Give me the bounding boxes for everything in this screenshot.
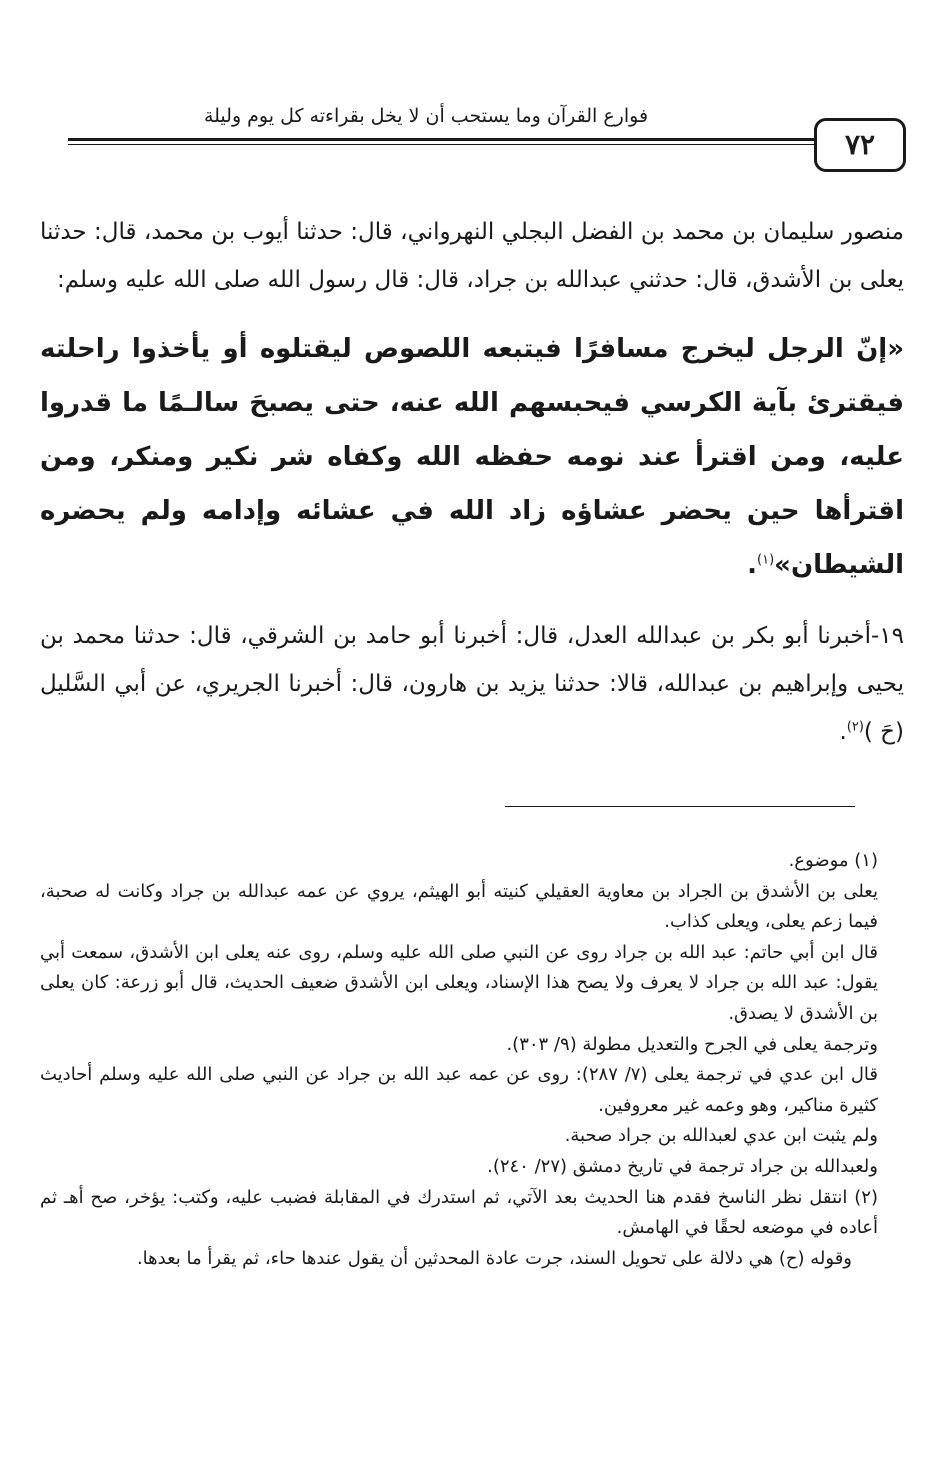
isnad-paragraph: منصور سليمان بن محمد بن الفضل البجلي النهرواني، قال: حدثنا أيوب بن محمد، قال: حدثنا يعلى بن الأشدق، قال: حدثني عبدالله بن جراد، قال: قال رسول الله صلى الله عليه وسلم: [40,219,904,293]
footnote-ref-2[interactable]: (٢) [846,719,864,735]
footnote-ref-1[interactable]: (١) [757,552,775,568]
footnote-2-line: (٢) انتقل نظر الناسخ فقدم هنا الحديث بعد الآتي، ثم استدرك في المقابلة فضبب عليه، وكتب: يؤخر، صح أهـ ثم أعاده في موضعه لحقًا في الهامش. [40,1186,878,1239]
footnote-1-line: ولعبدالله بن جراد ترجمة في تاريخ دمشق (٢٧/ ٢٤٠). [487,1155,878,1177]
header-rule-thick [68,138,818,141]
footnote-1-line: يعلى بن الأشدق بن الجراد بن معاوية العقيلي كنيته أبو الهيثم، يروي عن عمه عبدالله بن جراد وكانت له صحبة، فيما زعم يعلى، ويعلى كذاب. [40,880,878,933]
hadith-text: «إنّ الرجل ليخرج مسافرًا فيتبعه اللصوص ليقتلوه أو يأخذوا راحلته فيقترئ بآية الكرسي فيحبسهم الله عنه، حتى يصبحَ سالـمًا ما قدروا عليه، ومن اقترأ عند نومه حفظه الله وكفاه شر نكير ومنكر، ومن اقترأها حين يحضر عشاؤه زاد الله في عشائه وإدامه ولم يحضره الشيطان» [40,334,904,580]
footnote-1-line: قال ابن عدي في ترجمة يعلى (٧/ ٢٨٧): روى عن عمه عبد الله بن جراد عن النبي صلى الله عليه وسلم أحاديث كثيرة مناكير، وهو وعمه غير معروفين. [40,1064,878,1116]
running-title: فوارع القرآن وما يستحب أن لا يخل بقراءته كل يوم وليلة [203,105,649,127]
footnote-1-line: وترجمة يعلى في الجرح والتعديل مطولة (٩/ ٣٠٣). [506,1033,878,1055]
narration-19-end: . [839,719,847,745]
narration-19-paragraph [40,612,904,756]
page-number-badge [814,118,906,172]
footnote-1-line: ولم يثبت ابن عدي لعبدالله بن جراد صحبة. [564,1125,878,1147]
footnote-2-line: وقوله (ح) هي دلالة على تحويل السند، جرت عادة المحدثين أن يقول عندها حاء، ثم يقرأ ما بعدها. [136,1247,852,1269]
page-header [40,96,906,176]
hadith-paragraph [40,322,904,592]
narration-19-text: ١٩-أخبرنا أبو بكر بن عبدالله العدل، قال: أخبرنا أبو حامد بن الشرقي، قال: حدثنا محمد بن يحيى وإبراهيم بن عبدالله، قالا: حدثنا يزيد بن هارون، قال: أخبرنا الجريري، عن أبي السَّليل (حَ ) [40,623,904,745]
footnote-1-line: قال ابن أبي حاتم: عبد الله بن جراد روى عن النبي صلى الله عليه وسلم، روى عنه يعلى ابن الأشدق، سمعت أبي يقول: عبد الله بن جراد لا يعرف ولا يصح هذا الإسناد، ويعلى ابن الأشدق ضعيف الحديث، قال أبو زرعة: كان يعلى بن الأشدق لا يصدق. [40,941,878,1024]
main-text [40,208,904,756]
footnotes [40,846,878,1274]
page-number: ٧٢ [844,128,876,161]
footnote-1-line: (١) موضوع. [788,850,878,871]
footnote-separator [505,806,855,807]
header-rule-thin [68,144,818,145]
hadith-end: . [747,550,758,580]
